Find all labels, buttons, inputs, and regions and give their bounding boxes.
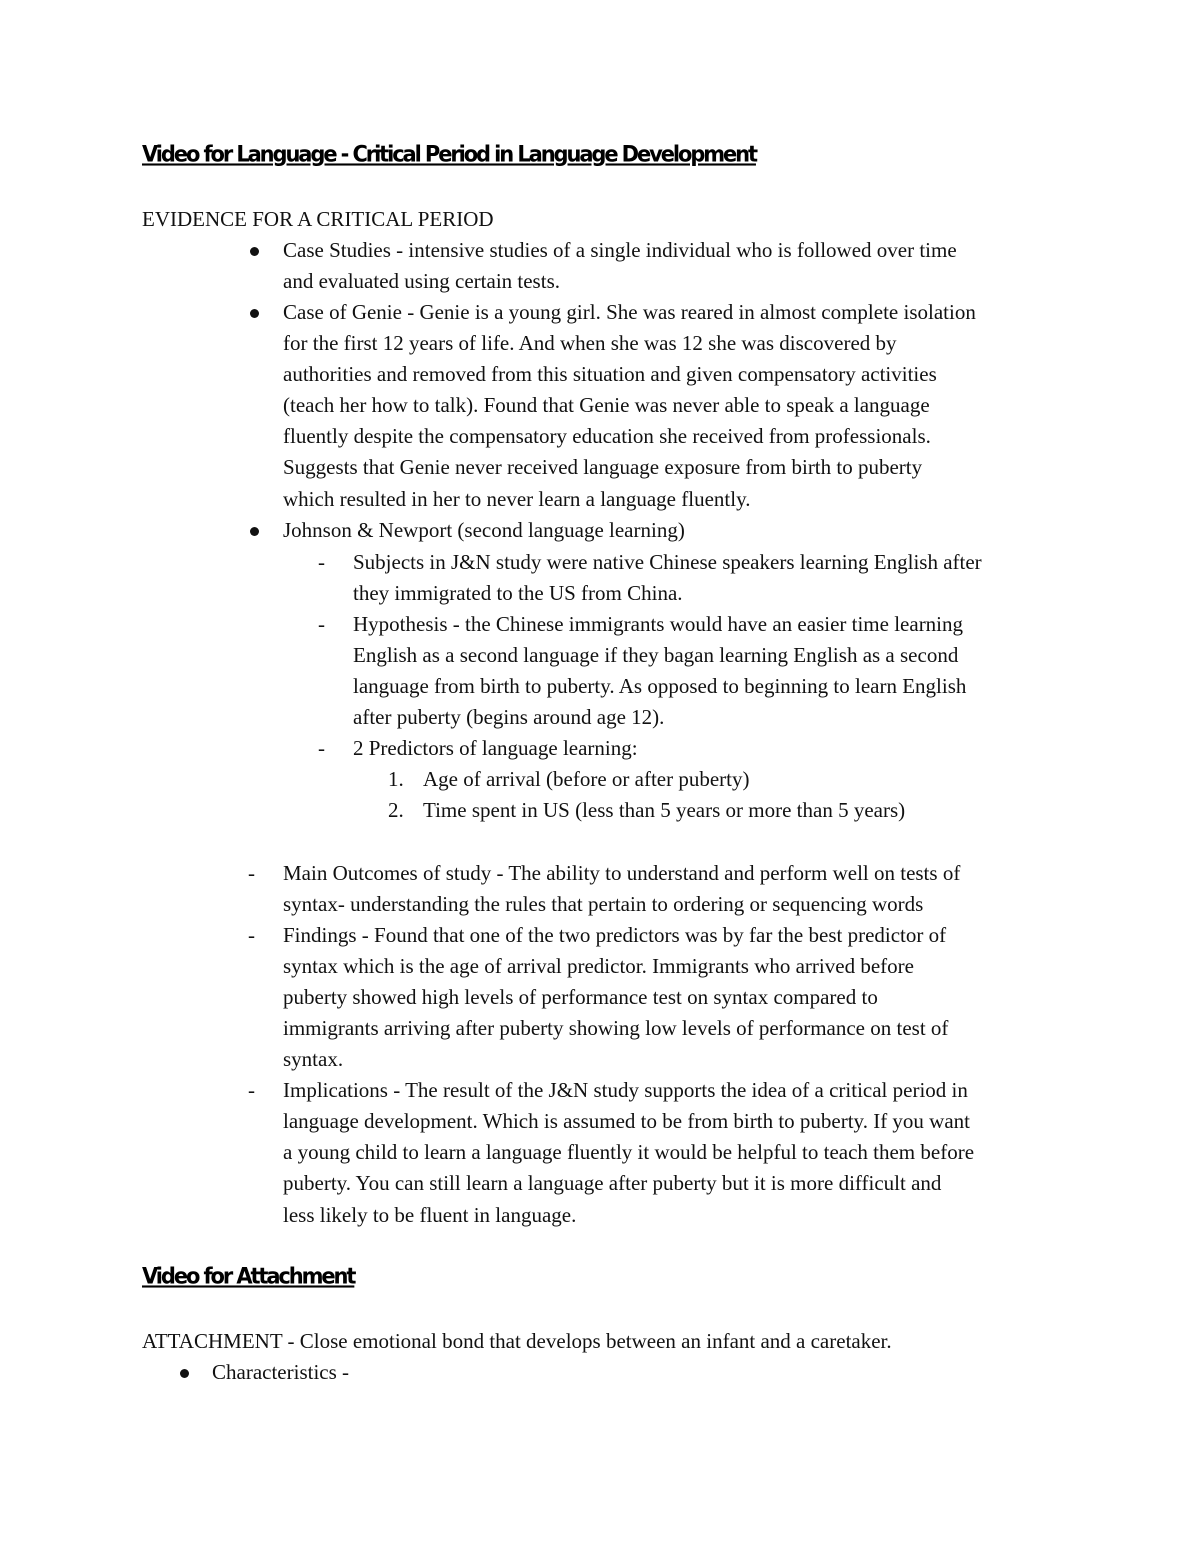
dash-marker: - xyxy=(318,736,325,760)
dash-marker: - xyxy=(248,1078,255,1102)
dash-marker: - xyxy=(318,550,325,574)
bullet-icon xyxy=(180,1369,189,1378)
section-title-critical-period: EVIDENCE FOR A CRITICAL PERIOD xyxy=(142,207,494,231)
dash-marker: - xyxy=(318,612,325,636)
heading-language-video: Video for Language - Critical Period in Language Development xyxy=(142,141,756,167)
findings-line-5: syntax. xyxy=(283,1047,344,1071)
characteristics-item: Characteristics - xyxy=(212,1360,350,1384)
dash-marker: - xyxy=(248,861,255,885)
bullet-genie-line-6: Suggests that Genie never received language exposure from birth to puberty xyxy=(283,455,923,479)
sub-hypothesis-line-1: Hypothesis - the Chinese immigrants would have an easier time learning xyxy=(353,612,964,636)
implications-line-5: less likely to be fluent in language. xyxy=(283,1203,577,1227)
implications-line-3: a young child to learn a language fluently it would be helpful to teach them before xyxy=(283,1140,975,1164)
dash-marker: - xyxy=(248,923,255,947)
sub-hypothesis-line-2: English as a second language if they bagan learning English as a second xyxy=(353,643,959,667)
findings-line-4: immigrants arriving after puberty showing low levels of performance on test of xyxy=(283,1016,949,1040)
bullet-icon xyxy=(250,527,259,536)
number-marker: 2. xyxy=(388,798,404,822)
implications-line-4: puberty. You can still learn a language after puberty but it is more difficult and xyxy=(283,1171,942,1195)
bullet-case-studies-line-1: Case Studies - intensive studies of a single individual who is followed over time xyxy=(283,238,957,262)
number-marker: 1. xyxy=(388,767,404,791)
sub-subjects-line-2: they immigrated to the US from China. xyxy=(353,581,683,605)
bullet-genie-line-5: fluently despite the compensatory education she received from professionals. xyxy=(283,424,931,448)
main-outcomes-line-2: syntax- understanding the rules that pertain to ordering or sequencing words xyxy=(283,892,924,916)
bullet-genie-line-2: for the first 12 years of life. And when she was 12 she was discovered by xyxy=(283,331,897,355)
implications-line-1: Implications - The result of the J&N study supports the idea of a critical period in xyxy=(283,1078,968,1102)
bullet-case-studies-line-2: and evaluated using certain tests. xyxy=(283,269,560,293)
bullet-genie-line-1: Case of Genie - Genie is a young girl. She was reared in almost complete isolation xyxy=(283,300,976,324)
main-outcomes-line-1: Main Outcomes of study - The ability to understand and perform well on tests of xyxy=(283,861,961,885)
findings-line-3: puberty showed high levels of performance test on syntax compared to xyxy=(283,985,878,1009)
implications-line-2: language development. Which is assumed to be from birth to puberty. If you want xyxy=(283,1109,971,1133)
bullet-icon xyxy=(250,247,259,256)
attachment-definition: ATTACHMENT - Close emotional bond that develops between an infant and a caretaker. xyxy=(142,1329,892,1353)
numbered-time-spent: Time spent in US (less than 5 years or more than 5 years) xyxy=(423,798,906,822)
sub-predictors: 2 Predictors of language learning: xyxy=(353,736,638,760)
bullet-genie-line-7: which resulted in her to never learn a language fluently. xyxy=(283,487,751,511)
bullet-johnson-newport: Johnson & Newport (second language learning) xyxy=(283,518,685,542)
sub-hypothesis-line-3: language from birth to puberty. As opposed to beginning to learn English xyxy=(353,674,967,698)
sub-hypothesis-line-4: after puberty (begins around age 12). xyxy=(353,705,665,729)
numbered-age-of-arrival: Age of arrival (before or after puberty) xyxy=(423,767,750,791)
bullet-genie-line-4: (teach her how to talk). Found that Genie was never able to speak a language xyxy=(283,393,930,417)
findings-line-1: Findings - Found that one of the two predictors was by far the best predictor of xyxy=(283,923,947,947)
bullet-icon xyxy=(250,309,259,318)
findings-line-2: syntax which is the age of arrival predictor. Immigrants who arrived before xyxy=(283,954,914,978)
bullet-genie-line-3: authorities and removed from this situation and given compensatory activities xyxy=(283,362,937,386)
sub-subjects-line-1: Subjects in J&N study were native Chinese speakers learning English after xyxy=(353,550,982,574)
heading-attachment-video: Video for Attachment xyxy=(142,1263,355,1289)
